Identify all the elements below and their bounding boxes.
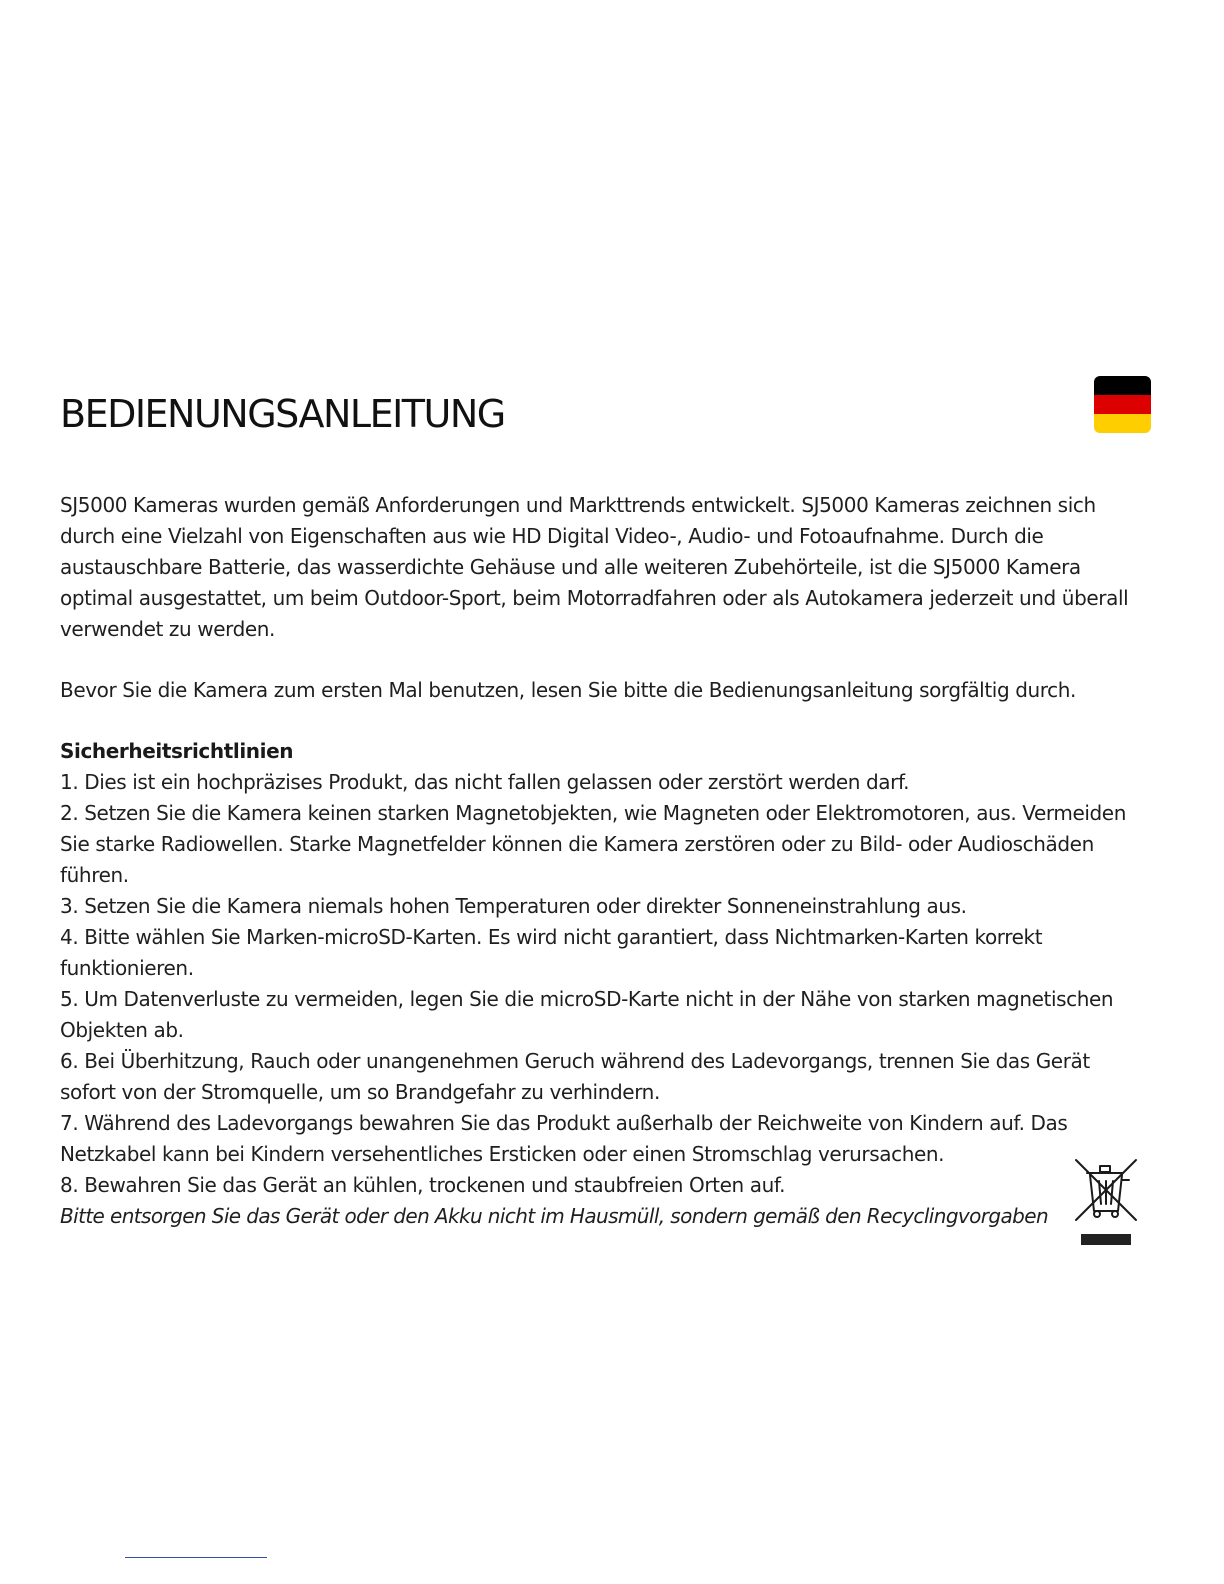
safety-item-2: 2. Setzen Sie die Kamera keinen starken Magnetobjekten, wie Magneten oder Elektromotoren, aus. Vermeiden Sie starke Radiowellen. Starke Magnetfelder können die Kamera zerstören oder zu Bild- oder Audioschäden führen. [60,801,1126,887]
safety-item-6: 6. Bei Überhitzung, Rauch oder unangenehmen Geruch während des Ladevorgangs, trennen Sie das Gerät sofort von der Stromquelle, um so Brandgefahr zu verhindern. [60,1049,1090,1104]
safety-list [60,767,1150,1201]
intro-paragraph: SJ5000 Kameras wurden gemäß Anforderungen und Markttrends entwickelt. SJ5000 Kameras zeichnen sich durch eine Vielzahl von Eigenschaften aus wie HD Digital Video-, Audio- und Fotoaufnahme. Durch die austauschbare Batterie, das wasserdichte Gehäuse und alle weiteren Zubehörteile, ist die SJ5000 Kamera optimal ausgestattet, um beim Outdoor-Sport, beim Motorradfahren oder als Autokamera jederzeit und überall verwendet zu werden. [60,493,1129,641]
disposal-note: Bitte entsorgen Sie das Gerät oder den Akku nicht im Hausmüll, sondern gemäß den Recyclingvorgaben [60,1204,1049,1228]
page-title: BEDIENUNGSANLEITUNG [60,392,505,436]
flag-stripe-black [1094,376,1151,395]
safety-item-1: 1. Dies ist ein hochpräzises Produkt, das nicht fallen gelassen oder zerstört werden darf. [60,770,910,794]
crossed-out-wheelie-bin-icon [1073,1156,1139,1248]
safety-item-3: 3. Setzen Sie die Kamera niemals hohen Temperaturen oder direkter Sonneneinstrahlung aus. [60,894,967,918]
safety-item-4: 4. Bitte wählen Sie Marken-microSD-Karten. Es wird nicht garantiert, dass Nichtmarken-Karten korrekt funktionieren. [60,925,1043,980]
safety-item-8: 8. Bewahren Sie das Gerät an kühlen, trockenen und staubfreien Orten auf. [60,1173,786,1197]
safety-item-5: 5. Um Datenverluste zu vermeiden, legen Sie die microSD-Karte nicht in der Nähe von starken magnetischen Objekten ab. [60,987,1114,1042]
flag-stripe-gold [1094,414,1151,433]
safety-heading: Sicherheitsrichtlinien [60,739,294,763]
document-body [60,490,1150,1232]
footer-link-underline [125,1557,267,1558]
safety-item-7: 7. Während des Ladevorgangs bewahren Sie das Produkt außerhalb der Reichweite von Kindern auf. Das Netzkabel kann bei Kindern versehentliches Ersticken oder einen Stromschlag verursachen. [60,1111,1068,1166]
safety-section [60,736,1150,1232]
germany-flag-icon [1094,376,1151,433]
before-use-paragraph: Bevor Sie die Kamera zum ersten Mal benutzen, lesen Sie bitte die Bedienungsanleitung sorgfältig durch. [60,678,1076,702]
flag-stripe-red [1094,395,1151,414]
